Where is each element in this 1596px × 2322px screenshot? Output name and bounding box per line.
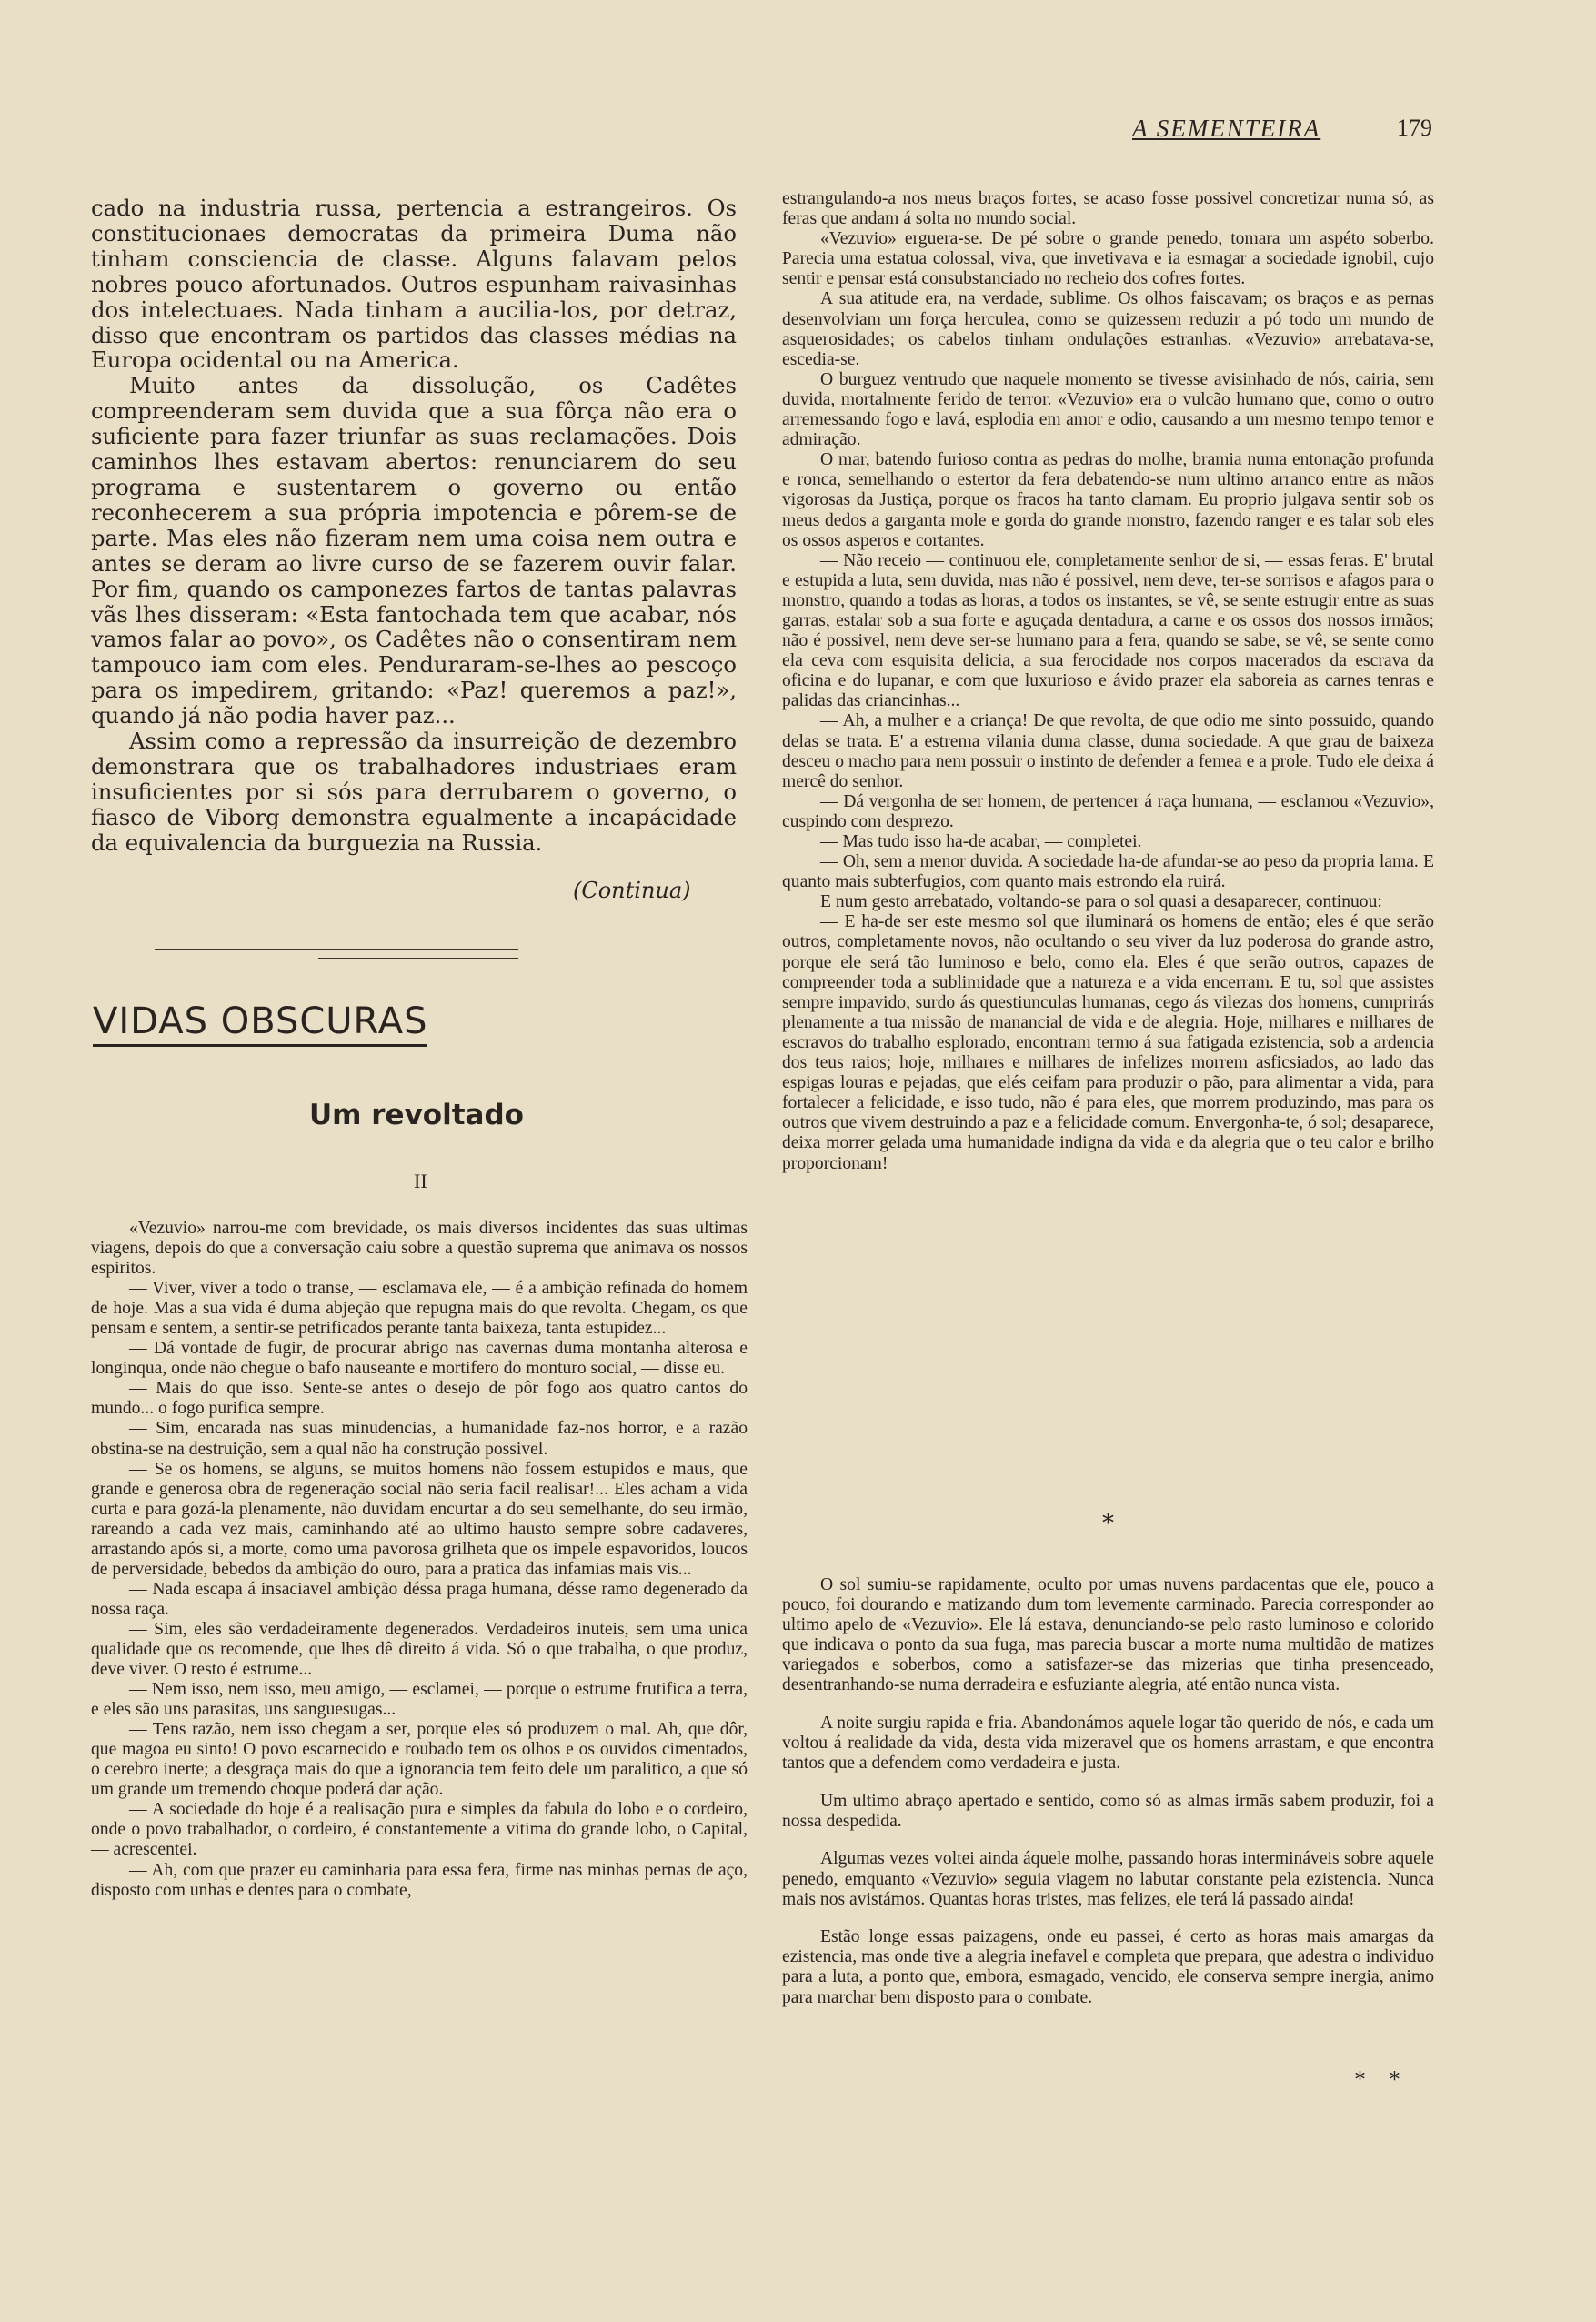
left-column-bottom xyxy=(91,1219,748,1901)
paragraph: cado na industria russa, pertencia a estrangeiros. Os constitucionaes democratas da primeira Duma não tinham consciencia de classe. Alguns falavam pelos nobres pouco afortunados. Outros espunham raivasinhas dos intelectuaes. Nada tinham a aucilia-los, por detraz, disso que encontram os partidos das classes médias na Europa ocidental ou na America. xyxy=(91,195,737,374)
article-title: Um revoltado xyxy=(309,1099,524,1131)
end-mark: * * xyxy=(1355,2069,1409,2092)
left-column-top xyxy=(91,196,737,856)
paragraph: «Vezuvio» erguera-se. De pé sobre o grande penedo, tomara um aspéto soberbo. Parecia uma estatua colossal, viva, que invetivava e ia esmagar a sociedade ignobil, cujo sentir e pensar está consubstanciado no recheio dos cofres fortes. xyxy=(782,229,1434,289)
paragraph: «Vezuvio» narrou-me com brevidade, os mais diversos incidentes das suas ultimas viagens, depois do que a conversação caiu sobre a questão suprema que animava os nossos espiritos. xyxy=(91,1219,748,1279)
paragraph: E num gesto arrebatado, voltando-se para o sol quasi a desaparecer, continuou: xyxy=(820,892,1382,912)
paragraph: O sol sumiu-se rapidamente, oculto por umas nuvens pardacentas que ele, pouco a pouco, foi dourando e matizando dum tom levemente carminado. Parecia corresponder ao ultimo apelo de «Vezuvio». Ele lá estava, denunciando-se pelo rasto luminoso e colorido que indicava o ponto da sua fuga, mas parecia buscar a morte numa multidão de matizes variegados e soberbos, como a satisfazer-se das mizerias que tinha presenceado, desentranhando-se numa derradeira e esfuziante alegria, até então nunca vista. xyxy=(782,1574,1434,1695)
paragraph: — Dá vontade de fugir, de procurar abrigo nas cavernas duma montanha alterosa e longinqua, onde não chegue o bafo nauseante e mortifero do monturo social, — disse eu. xyxy=(91,1339,748,1379)
paragraph: estrangulando-a nos meus braços fortes, se acaso fosse possivel concretizar numa só, as feras que andam á solta no mundo social. xyxy=(782,189,1434,229)
page-header xyxy=(1114,109,1441,146)
right-column-bottom xyxy=(782,1557,1434,2025)
page-number: 179 xyxy=(1397,115,1432,141)
paragraph: — Sim, encarada nas suas minudencias, a humanidade faz-nos horror, e a razão obstina-se na destruição, sem a qual não ha construção possivel. xyxy=(91,1419,748,1459)
paragraph: — Dá vergonha de ser homem, de pertencer á raça humana, — esclamou «Vezuvio», cuspindo com desprezo. xyxy=(782,791,1434,831)
paragraph: — A sociedade do hoje é a realisação pura e simples da fabula do lobo e o cordeiro, onde o povo trabalhador, o cordeiro, é constantemente a vitima do grande lobo, o Capital, — acrescentei. xyxy=(91,1800,748,1860)
paragraph: — Se os homens, se alguns, se muitos homens não fossem estupidos e maus, que grande e generosa obra de regeneração social não seria facil realisar!... Eles acham a vida curta e para gozá-la plenamente, não duvidam encurtar a do seu semelhante, do seu irmão, rareando a cada vez mais, caminhando até ao ultimo hausto sempre sobre cadaveres, arrastando após si, a morte, como uma pavorosa grilheta que os impele espavoridos, loucos de perversidade, bebedos da ambição do ouro, para a pratica das infamias mais vis... xyxy=(91,1459,748,1579)
paragraph: — Viver, viver a todo o transe, — esclamava ele, — é a ambição refinada do homem de hoje. Mas a sua vida é duma abjeção que repugna mais do que revolta. Chegam, os que pensam e sentem, a sentir-se petrificados perante tanta baixeza, tanta estupidez... xyxy=(91,1279,748,1339)
paragraph: Assim como a repressão da insurreição de dezembro demonstrara que os trabalhadores industriaes eram insuficientes por si sós para derrubarem o governo, o fiasco de Viborg demonstra egualmente a incapácidade da equivalencia da burguezia na Russia. xyxy=(91,728,737,856)
chapter-number: II xyxy=(414,1170,427,1192)
paragraph: Muito antes da dissolução, os Cadêtes compreenderam sem duvida que a sua fôrça não era o suficiente para fazer triunfar as suas reclamações. Dois caminhos lhes estavam abertos: renunciarem do seu programa e sustentarem o governo ou então reconhecerem a sua própria impotencia e pôrem-se de parte. Mas eles não fizeram nem uma coisa nem outra e antes se deram ao livre curso de se fazerem ouvir falar. Por fim, quando os camponezes fartos de tantas palavras vãs lhes disseram: «Esta fantochada tem que acabar, nós vamos falar ao povo», os Cadêtes não o consentiram nem tampouco iam com eles. Penduraram-se-lhes ao pescoço para os impedirem, gritando: «Paz! queremos a paz!», quando já não podia haver paz... xyxy=(91,372,737,729)
paragraph: — Não receio — continuou ele, completamente senhor de si, — essas feras. E' brutal e estupida a luta, sem duvida, mas não é possivel, nem deve, ter-se sorrisos e afagos para o monstro, quando a todas as horas, a todos os instantes, se vê, se sente estrugir entre as suas garras, estalar sob a sua forte e aguçada dentadura, a carne e os ossos dos nossos irmãos; não é possivel, nem deve ser-se humano para a fera, quando se sabe, se vê, se sente como ela ceva com esquisita delicia, a sua ferocidade nos corpos macerados da escrava da oficina e do lupanar, e com que luxurioso e ávido prazer ela saboreia as carnes tenras e palidas das criancinhas... xyxy=(782,550,1434,711)
paragraph: Algumas vezes voltei ainda áquele molhe, passando horas intermináveis sobre aquele penedo, emquanto «Vezuvio» seguia viagem no labutar constante pela ezistencia. Nunca mais nos avistámos. Quantas horas tristes, mas felizes, ele terá lá passado ainda! xyxy=(782,1849,1434,1909)
paragraph: — Ah, com que prazer eu caminharia para essa fera, firme nas minhas pernas de aço, disposto com unhas e dentes para o combate, xyxy=(91,1860,748,1900)
continua-note: (Continua) xyxy=(573,878,691,903)
paragraph: — Sim, eles são verdadeiramente degenerados. Verdadeiros inuteis, sem uma unica qualidade que os recomende, que lhes dê direito á vida. Só o que trabalha, o que produz, deve viver. O resto é estrume... xyxy=(91,1619,748,1680)
paragraph: A noite surgiu rapida e fria. Abandonámos aquele logar tão querido de nós, e cada um voltou á realidade da vida, desta vida mizeravel que os homens arrastam, e que encontra tantos que a defendem como verdadeira e justa. xyxy=(782,1713,1434,1773)
paragraph: — Mas tudo isso ha-de acabar, — completei. xyxy=(820,832,1142,851)
separator-star: * xyxy=(1102,1510,1114,1537)
divider-rule xyxy=(155,949,518,950)
paragraph: Estão longe essas paizagens, onde eu passei, é certo as horas mais amargas da ezistencia, mas onde tive a alegria inefavel e completa que prepara, que adestra o individuo para a luta, a ponto que, embora, esmagado, vencido, ele conserva sempre inergia, animo para marchar bem disposto para o combate. xyxy=(782,1927,1434,2007)
paragraph: — Oh, sem a menor duvida. A sociedade ha-de afundar-se ao peso da propria lama. E quanto mais subterfugios, com quanto mais estrondo ela ruirá. xyxy=(782,852,1434,892)
paragraph: — Nem isso, nem isso, meu amigo, — esclamei, — porque o estrume frutifica a terra, e eles são uns parasitas, uns sanguesugas... xyxy=(91,1680,748,1720)
paragraph: — Mais do que isso. Sente-se antes o desejo de pôr fogo aos quatro cantos do mundo... o fogo purifica sempre. xyxy=(91,1379,748,1419)
journal-title: A SEMENTEIRA xyxy=(1132,115,1321,142)
paragraph: — Ah, a mulher e a criança! De que revolta, de que odio me sinto possuido, quando delas se trata. E' a estrema vilania duma classe, duma sociedade. A que grau de baixeza desceu o macho para nem possuir o instinto de defender a femea e a prole. Tudo ele deixa á mercê do senhor. xyxy=(782,711,1434,791)
paragraph: — Tens razão, nem isso chegam a ser, porque eles só produzem o mal. Ah, que dôr, que magoa eu sinto! O povo escarnecido e roubado tem os olhos e os ouvidos cimentados, o cerebro inerte; a desgraça mais do que a ignorancia tem feito dele um paralitico, a que só um grande um tremendo choque poderá dar ação. xyxy=(91,1720,748,1800)
paragraph: O mar, batendo furioso contra as pedras do molhe, bramia numa entonação profunda e ronca, semelhando o estertor da fera debatendo-se num ultimo arranco entre as mãos vigorosas da Justiça, porque os fracos ha tanto clamam. Eu proprio julgava sentir sob os meus dedos a garganta mole e gorda do grande monstro, fazendo ranger e es talar sob eles os ossos asperos e cortantes. xyxy=(782,450,1434,550)
paragraph: — Nada escapa á insaciavel ambição déssa praga humana, désse ramo degenerado da nossa raça. xyxy=(91,1579,748,1619)
paragraph: — E ha-de ser este mesmo sol que iluminará os homens de então; eles é que serão outros, completamente novos, não ocultando o seu viver da luz poderosa do grande astro, porque ele será tão luminoso e belo, como ela. Eles é que serão outros, capazes de compreender toda a sublimidade que a natureza e a vida encerram. E tu, sol que assistes sempre impavido, surdo ás questiunculas humanas, cego ás vilezas dos homens, cumprirás plenamente a tua missão de manancial de vida e de alegria. Hoje, milhares e milhares de escravos do trabalho esplorado, encontram termo á sua fatigada ezistencia, sob a ardencia dos teus raios; hoje, milhares e milhares de infelizes morrem asficsiados, ao lado das espigas louras e pejadas, que elés ceifam para produzir o pão, para alimentar a vida, para fortalecer a felicidade, e isso tudo, não é para eles, que morrem produzindo, mas para os outros que vivem destruindo a paz e a felicidade comum. Envergonha-te, ó sol; desaparece, deixa morrer gelada uma humanidade indigna da vida e da alegria que o teu calor e brilho proporcionam! xyxy=(782,912,1434,1173)
paragraph: Um ultimo abraço apertado e sentido, como só as almas irmãs sabem produzir, foi a nossa despedida. xyxy=(782,1791,1434,1831)
paragraph: A sua atitude era, na verdade, sublime. Os olhos faiscavam; os braços e as pernas desenvolviam um força herculea, como se quizessem reduzir a pó todo um mundo de asquerosidades; os cabelos tinham ondulações estranhas. «Vezuvio» arrebatava-se, escedia-se. xyxy=(782,289,1434,369)
right-column-top xyxy=(782,189,1434,1174)
paragraph: O burguez ventrudo que naquele momento se tivesse avisinhado de nós, cairia, sem duvida, mortalmente ferido de terror. «Vezuvio» era o vulcão humano que, como o outro arremessando fogo e lavá, esplodia em amor e odio, causando a um mesmo tempo temor e admiração. xyxy=(782,369,1434,450)
divider-rule xyxy=(318,958,518,959)
section-title: VIDAS OBSCURAS xyxy=(93,1000,427,1047)
